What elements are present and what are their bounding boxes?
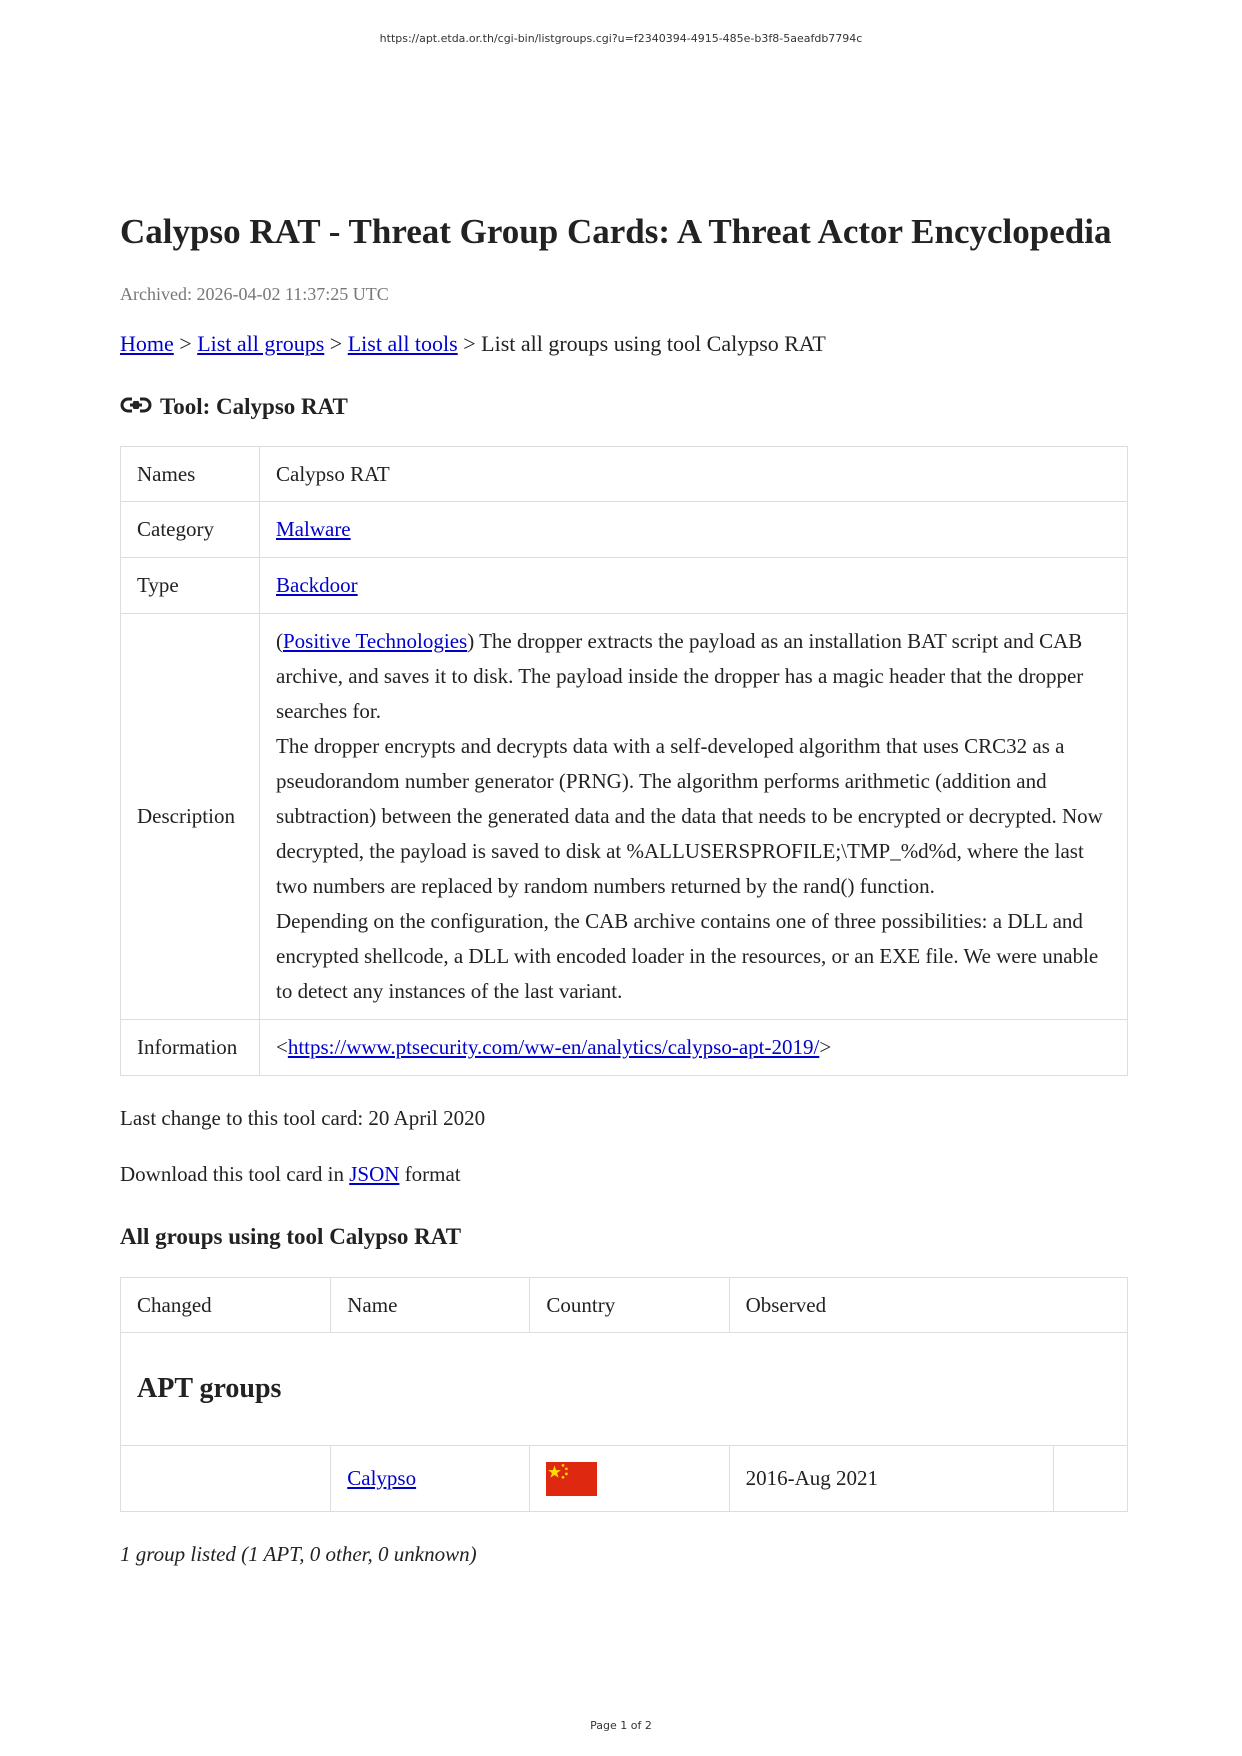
tool-row-description — [121, 614, 1128, 1020]
information-link[interactable]: https://www.ptsecurity.com/ww-en/analytics/calypso-apt-2019/ — [287, 1035, 820, 1059]
archived-timestamp: Archived: 2026-04-02 11:37:25 UTC — [120, 284, 389, 304]
description-paragraph: (Positive Technologies) The dropper extracts the payload as an installation BAT script and CAB archive, and saves it to disk. The payload inside the dropper has a magic header that the dropper searches for. — [276, 629, 1084, 723]
category-label: Category — [121, 502, 260, 558]
download-line — [120, 1160, 1128, 1188]
column-header-name: Name — [331, 1278, 530, 1333]
groups-summary: 1 group listed (1 APT, 0 other, 0 unknown) — [120, 1542, 477, 1566]
description-cell — [260, 614, 1128, 1020]
table-row — [121, 1446, 1128, 1512]
description-label: Description — [121, 614, 260, 1020]
breadcrumb-current: List all groups using tool Calypso RAT — [481, 331, 826, 356]
apt-groups-section-row — [121, 1333, 1128, 1446]
category-cell — [260, 502, 1128, 558]
groups-header-row — [121, 1278, 1128, 1333]
type-cell — [260, 558, 1128, 614]
link-icon — [120, 396, 152, 416]
category-link[interactable]: Malware — [276, 517, 351, 541]
names-value: Calypso RAT — [260, 447, 1128, 502]
tool-card-table — [120, 446, 1128, 1076]
json-download-link[interactable]: JSON — [349, 1162, 400, 1186]
tool-row-category — [121, 502, 1128, 558]
breadcrumb-home-link[interactable]: Home — [120, 331, 174, 356]
description-source-link[interactable]: Positive Technologies — [283, 629, 468, 653]
groups-heading: All groups using tool Calypso RAT — [120, 1224, 462, 1249]
information-cell: <https://www.ptsecurity.com/ww-en/analytics/calypso-apt-2019/> — [260, 1020, 1128, 1076]
column-header-observed: Observed — [729, 1278, 1127, 1333]
print-header-url: https://apt.etda.or.th/cgi-bin/listgroups.cgi?u=f2340394-4915-485e-b3f8-5aeafdb7794c — [379, 32, 863, 45]
apt-groups-section-title: APT groups — [121, 1333, 1128, 1446]
group-country-cell — [530, 1446, 729, 1512]
tool-heading — [120, 392, 1128, 422]
description-text-1: ) The dropper extracts the payload as an installation BAT script and CAB archive, and saves it to disk. The payload inside the dropper has a magic header that the dropper searches for. — [276, 629, 1084, 723]
information-label: Information — [121, 1020, 260, 1076]
column-header-changed: Changed — [121, 1278, 331, 1333]
group-observed-cell: 2016-Aug 2021 — [729, 1446, 1053, 1512]
flag-china-icon — [546, 1462, 597, 1496]
last-change-text: Last change to this tool card: 20 April 2020 — [120, 1106, 486, 1130]
description-text-2: The dropper encrypts and decrypts data with a self-developed algorithm that uses CRC32 as a pseudorandom number generator (PRNG). The algorithm performs arithmetic (addition and subtraction) between the generated data and the data that needs to be encrypted or decrypted. Now decrypted, the payload is saved to disk at %ALLUSERSPROFILE;\TMP_%d%d, where the last two numbers are replaced by random numbers returned by the rand() function. — [276, 734, 1103, 898]
tool-row-type — [121, 558, 1128, 614]
group-name-cell — [331, 1446, 530, 1512]
page-title: Calypso RAT - Threat Group Cards: A Threat Actor Encyclopedia — [120, 212, 1112, 251]
tool-row-information — [121, 1020, 1128, 1076]
group-extra-cell — [1053, 1446, 1127, 1512]
column-header-country: Country — [530, 1278, 729, 1333]
description-text-3: Depending on the configuration, the CAB archive contains one of three possibilities: a DLL and encrypted shellcode, a DLL with encoded loader in the resources, or an EXE file. We were unable to detect any instances of the last variant. — [276, 909, 1099, 1003]
group-name-link[interactable]: Calypso — [347, 1466, 417, 1490]
names-label: Names — [121, 447, 260, 502]
breadcrumb — [120, 330, 1128, 358]
breadcrumb-separator: > — [457, 331, 482, 356]
type-label: Type — [121, 558, 260, 614]
download-prefix: Download this tool card in — [120, 1162, 350, 1186]
breadcrumb-separator: > — [173, 331, 198, 356]
group-changed-cell — [121, 1446, 331, 1512]
breadcrumb-groups-link[interactable]: List all groups — [197, 331, 325, 356]
type-link[interactable]: Backdoor — [276, 573, 358, 597]
breadcrumb-tools-link[interactable]: List all tools — [347, 331, 458, 356]
tool-row-names — [121, 447, 1128, 502]
download-suffix: format — [399, 1162, 461, 1186]
page-content — [120, 210, 1128, 1568]
groups-table — [120, 1277, 1128, 1512]
print-footer-page: Page 1 of 2 — [590, 1719, 652, 1732]
breadcrumb-separator: > — [324, 331, 348, 356]
tool-heading-text: Tool: Calypso RAT — [160, 394, 348, 419]
